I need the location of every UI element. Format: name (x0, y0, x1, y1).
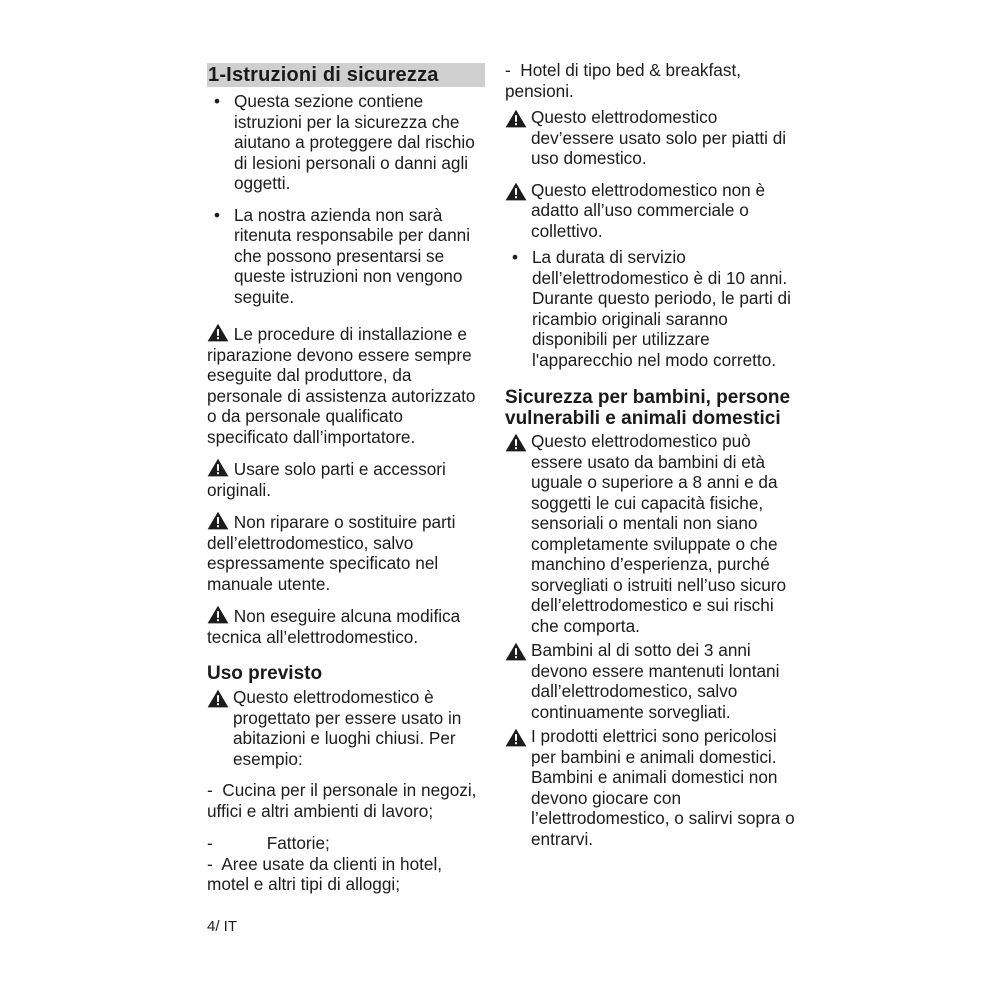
dash-marker: - (207, 853, 213, 874)
dash-list-item (207, 854, 485, 895)
warning-triangle-icon (207, 323, 229, 342)
warning-text: Non eseguire alcuna modifica tecnica all’elettrodomestico. (207, 606, 461, 647)
section-title-intended-use: Uso previsto (207, 663, 323, 684)
warning-paragraph (505, 726, 795, 849)
service-life-bullet (505, 247, 795, 370)
dash-item-text: Cucina per il personale in negozi, uffici e altri ambienti di lavoro; (207, 780, 477, 821)
right-column (505, 60, 795, 860)
warning-text: Questo elettrodomestico dev’essere usato solo per piatti di uso domestico. (531, 107, 787, 168)
bullet-dot: • (512, 247, 519, 267)
left-column (207, 60, 485, 895)
warning-text: Questo elettrodomestico è progettato per essere usato in abitazioni e luoghi chiusi. Per esempio: (233, 687, 462, 769)
section-title-safety: 1-Istruzioni di sicurezza (207, 63, 485, 87)
warning-triangle-icon (207, 689, 229, 708)
dash-item-text: Aree usate da clienti in hotel, motel e altri tipi di alloggi; (207, 853, 443, 894)
safety-bullet (207, 205, 485, 308)
bullet-dot: • (214, 204, 221, 225)
warning-text: Non riparare o sostituire parti dell’elettrodomestico, salvo espressamente specificato nel manuale utente. (207, 512, 456, 594)
warning-triangle-icon (505, 182, 527, 201)
warning-paragraph (505, 431, 795, 636)
warning-paragraph (505, 640, 795, 722)
bullet-dot: • (214, 91, 221, 111)
page-number: 4/ IT (207, 918, 238, 935)
warning-triangle-icon (505, 728, 527, 747)
warning-text: Questo elettrodomestico non è adatto all’uso commerciale o collettivo. (531, 179, 766, 241)
dash-marker: - (505, 60, 511, 80)
warning-triangle-icon (505, 109, 527, 128)
warning-triangle-icon (207, 511, 229, 530)
warning-paragraph (505, 107, 795, 169)
warning-paragraph (505, 180, 795, 242)
warning-text: Usare solo parti e accessori originali. (207, 459, 446, 500)
bullet-text: La durata di servizio dell’elettrodomestico è di 10 anni. Durante questo periodo, le parti di ricambio originali saranno disponibili per utilizzare l'apparecchio nel modo corretto. (532, 247, 791, 370)
dash-marker: - (207, 833, 213, 853)
warning-paragraph (207, 605, 485, 647)
warning-text: I prodotti elettrici sono pericolosi per bambini e animali domestici. Bambini e animali domestici non devono giocare con l’elettrodomestico, o salirvi sopra o entrarvi. (531, 726, 795, 849)
warning-triangle-icon (207, 458, 229, 477)
warning-paragraph (207, 458, 485, 500)
warning-paragraph (207, 511, 485, 594)
warning-paragraph (207, 323, 485, 447)
warning-triangle-icon (505, 433, 527, 452)
safety-bullet (207, 91, 485, 194)
warning-text: Questo elettrodomestico può essere usato da bambini di età uguale o superiore a 8 anni e da soggetti le cui capacità fisiche, sensoriali o mentali non siano completamente sviluppate o che manchino d’esperienza, purché sorvegliati o istruiti nell’uso sicuro dell’elettrodomestico e sui rischi che comporta. (531, 431, 787, 636)
bullet-text: Questa sezione contiene istruzioni per la sicurezza che aiutano a proteggere dal rischio di lesioni personali o danni agli oggetti. (234, 91, 475, 193)
bullet-text: La nostra azienda non sarà ritenuta responsabile per danni che possono presentarsi se queste istruzioni non vengono seguite. (234, 204, 471, 307)
section-title-child-safety: Sicurezza per bambini, persone vulnerabili e animali domestici (505, 387, 791, 429)
dash-item-text: Hotel di tipo bed & breakfast, pensioni. (505, 60, 741, 101)
warning-text: Le procedure di installazione e riparazione devono essere sempre eseguite dal produttore, da personale di assistenza autorizzato o da personale qualificato specificato dall’importatore. (207, 324, 476, 447)
warning-triangle-icon (207, 605, 229, 624)
dash-list-item (207, 780, 485, 821)
warning-text: Bambini al di sotto dei 3 anni devono essere mantenuti lontani dall’elettrodomestico, salvo continuamente sorvegliati. (531, 640, 780, 722)
warning-triangle-icon (505, 642, 527, 661)
dash-list-item (207, 833, 485, 854)
dash-item-text: Fattorie; (266, 833, 330, 853)
dash-marker: - (207, 780, 213, 800)
dash-list-item (505, 60, 795, 101)
warning-paragraph (207, 687, 485, 769)
